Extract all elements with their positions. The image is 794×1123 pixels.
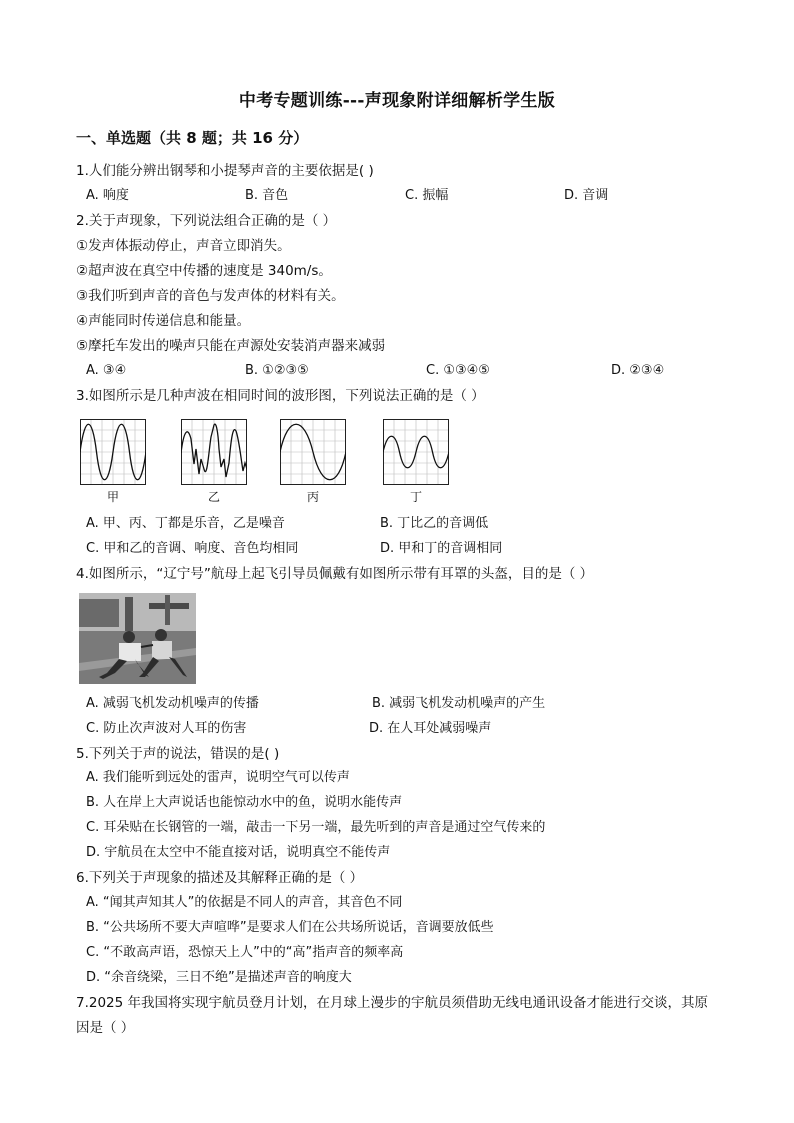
q2-statement-1: ①发声体振动停止，声音立即消失。	[76, 238, 291, 254]
q2-statement-3: ③我们听到声音的音色与发声体的材料有关。	[76, 288, 345, 304]
q5-option-a[interactable]: A. 我们能听到远处的雷声，说明空气可以传声	[86, 770, 350, 785]
question-3-stem: 3.如图所示是几种声波在相同时间的波形图，下列说法正确的是（ ）	[76, 388, 485, 404]
q2-option-b[interactable]: B. ①②③⑤	[245, 363, 309, 378]
q3-option-b[interactable]: B. 丁比乙的音调低	[380, 516, 489, 531]
waveform-jia	[80, 419, 146, 485]
q3-option-a[interactable]: A. 甲、丙、丁都是乐音，乙是噪音	[86, 516, 285, 531]
q5-option-c[interactable]: C. 耳朵贴在长钢管的一端，敲击一下另一端，最先听到的声音是通过空气传来的	[86, 820, 546, 835]
q1-option-c[interactable]: C. 振幅	[405, 188, 449, 203]
question-1-stem: 1.人们能分辨出钢琴和小提琴声音的主要依据是( )	[76, 163, 374, 179]
q2-statement-5: ⑤摩托车发出的噪声只能在声源处安装消声器来减弱	[76, 338, 386, 354]
q5-option-d[interactable]: D. 宇航员在太空中不能直接对话，说明真空不能传声	[86, 845, 391, 860]
q4-option-a[interactable]: A. 减弱飞机发动机噪声的传播	[86, 696, 259, 711]
q2-statement-2: ②超声波在真空中传播的速度是 340m/s。	[76, 263, 332, 279]
q2-statement-4: ④声能同时传递信息和能量。	[76, 313, 251, 329]
q1-option-a[interactable]: A. 响度	[86, 188, 129, 203]
q3-option-d[interactable]: D. 甲和丁的音调相同	[380, 541, 503, 556]
q4-option-b[interactable]: B. 减弱飞机发动机噪声的产生	[372, 696, 546, 711]
q5-option-b[interactable]: B. 人在岸上大声说话也能惊动水中的鱼，说明水能传声	[86, 795, 403, 810]
section-heading: 一、单选题（共 8 题；共 16 分）	[76, 129, 309, 147]
question-7-stem-line1: 7.2025 年我国将实现宇航员登月计划，在月球上漫步的宇航员须借助无线电通讯设备才能进行交谈，其原	[76, 995, 709, 1011]
waveform-yi	[181, 419, 247, 485]
deck-crew-photo	[79, 593, 196, 684]
q3-option-c[interactable]: C. 甲和乙的音调、响度、音色均相同	[86, 541, 299, 556]
page-title: 中考专题训练---声现象附详细解析学生版	[238, 91, 556, 111]
q6-option-a[interactable]: A. “闻其声知其人”的依据是不同人的声音，其音色不同	[86, 895, 403, 910]
waveform-bing	[280, 419, 346, 485]
q2-option-d[interactable]: D. ②③④	[611, 363, 665, 378]
wave-label-bing: 丙	[306, 490, 319, 504]
wave-label-ding: 丁	[409, 490, 422, 504]
question-2-stem: 2.关于声现象，下列说法组合正确的是（ ）	[76, 213, 337, 229]
wave-label-jia: 甲	[106, 490, 119, 504]
question-5-stem: 5.下列关于声的说法，错误的是( )	[76, 746, 280, 762]
question-6-stem: 6.下列关于声现象的描述及其解释正确的是（ ）	[76, 870, 364, 886]
q1-option-b[interactable]: B. 音色	[245, 188, 289, 203]
question-7-stem-line2: 因是（ ）	[76, 1020, 135, 1036]
q1-option-d[interactable]: D. 音调	[564, 188, 609, 203]
waveform-ding	[383, 419, 449, 485]
q2-option-c[interactable]: C. ①③④⑤	[426, 363, 490, 378]
q6-option-d[interactable]: D. “余音绕梁，三日不绝”是描述声音的响度大	[86, 970, 352, 985]
q4-option-d[interactable]: D. 在人耳处减弱噪声	[369, 721, 492, 736]
wave-label-yi: 乙	[207, 490, 220, 504]
q6-option-b[interactable]: B. “公共场所不要大声喧哗”是要求人们在公共场所说话，音调要放低些	[86, 920, 494, 935]
q2-option-a[interactable]: A. ③④	[86, 363, 127, 378]
question-4-stem: 4.如图所示，“辽宁号”航母上起飞引导员佩戴有如图所示带有耳罩的头盔，目的是（ ）	[76, 566, 594, 582]
q4-option-c[interactable]: C. 防止次声波对人耳的伤害	[86, 721, 247, 736]
q6-option-c[interactable]: C. “不敢高声语，恐惊天上人”中的“高”指声音的频率高	[86, 945, 404, 960]
